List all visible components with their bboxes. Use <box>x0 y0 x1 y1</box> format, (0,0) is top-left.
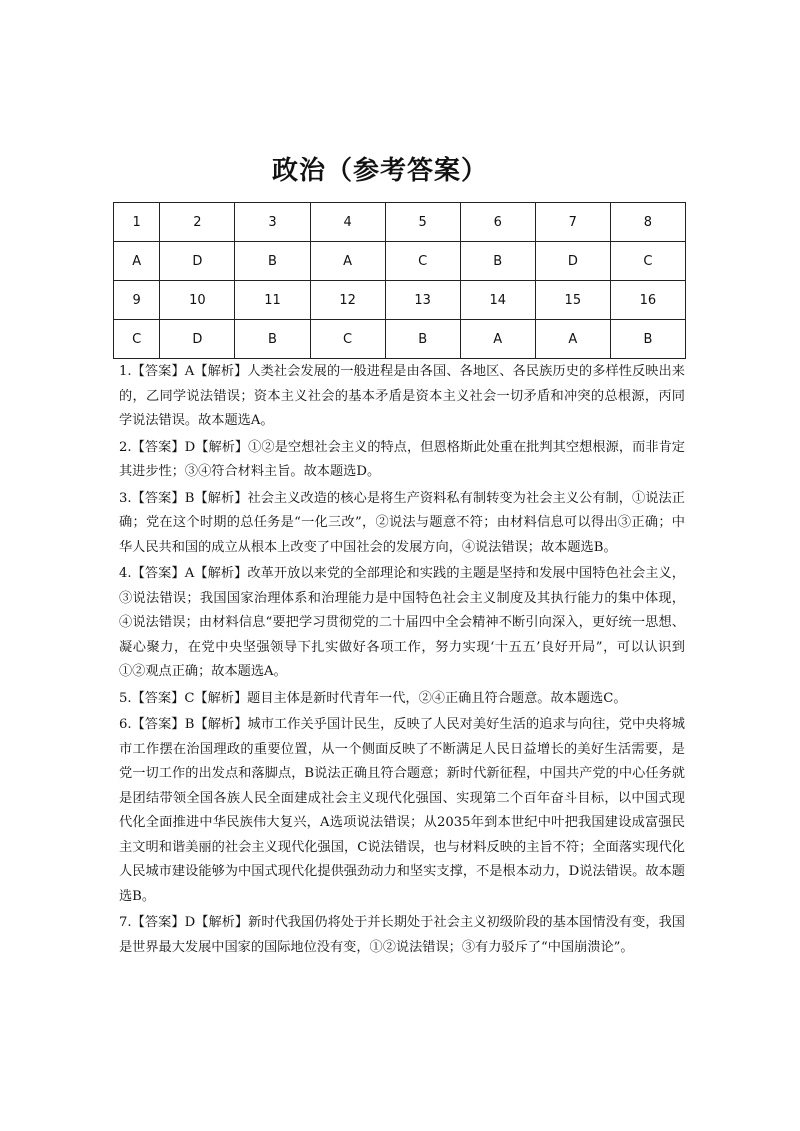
table-cell: B <box>610 320 685 359</box>
table-cell: A <box>535 320 610 359</box>
table-cell: D <box>160 320 235 359</box>
explanation-paragraph: 1.【答案】A【解析】人类社会发展的一般进程是由各国、各地区、各民族历史的多样性反映出来的，乙同学说法错误；资本主义社会的基本矛盾是资本主义社会一切矛盾和冲突的总根源，丙同学说法错误。故本题选A。 <box>119 364 685 428</box>
table-cell: 16 <box>610 281 685 320</box>
answer-table <box>113 202 686 359</box>
table-cell: 15 <box>535 281 610 320</box>
explanation-paragraph: 6.【答案】B【解析】城市工作关乎国计民生，反映了人民对美好生活的追求与向往，党中央将城市工作摆在治国理政的重要位置，从一个侧面反映了不断满足人民日益增长的美好生活需要，是党一切工作的出发点和落脚点，B说法正确且符合题意；新时代新征程，中国共产党的中心任务就是团结带领全国各族人民全面建成社会主义现代化强国、实现第二个百年奋斗目标，以中国式现代化全面推进中华民族伟大复兴，A选项说法错误；从2035年到本世纪中叶把我国建设成富强民主文明和谐美丽的社会主义现代化强国，C说法错误，也与材料反映的主旨不符；全面落实现代化人民城市建设能够为中国式现代化提供强劲动力和坚实支撑，不是根本动力，D说法错误。故本题选B。 <box>119 717 685 904</box>
explanation-paragraph: 4.【答案】A【解析】改革开放以来党的全部理论和实践的主题是坚持和发展中国特色社会主义，③说法错误；我国国家治理体系和治理能力是中国特色社会主义制度及其执行能力的集中体现，④说法错误；由材料信息“要把学习贯彻党的二十届四中全会精神不断引向深入，更好统一思想、凝心聚力，在党中央坚强领导下扎实做好各项工作，努力实现‘十五五’良好开局”，可以认识到①②观点正确；故本题选A。 <box>119 566 685 679</box>
table-cell: 12 <box>310 281 385 320</box>
table-cell: D <box>535 242 610 281</box>
table-cell: A <box>310 242 385 281</box>
explanations <box>119 360 685 962</box>
explanation-paragraph: 2.【答案】D【解析】①②是空想社会主义的特点，但恩格斯此处重在批判其空想根源，而非肯定其进步性；③④符合材料主旨。故本题选D。 <box>119 439 685 479</box>
table-cell: 6 <box>460 203 535 242</box>
table-cell: B <box>460 242 535 281</box>
table-cell: B <box>385 320 460 359</box>
explanation-paragraph: 5.【答案】C【解析】题目主体是新时代青年一代，②④正确且符合题意。故本题选C。 <box>119 690 627 706</box>
table-cell: 1 <box>114 203 160 242</box>
table-cell: 7 <box>535 203 610 242</box>
table-row <box>114 242 686 281</box>
table-row <box>114 320 686 359</box>
table-cell: 4 <box>310 203 385 242</box>
table-cell: C <box>310 320 385 359</box>
page-title: 政治（参考答案） <box>271 156 488 186</box>
table-cell: 8 <box>610 203 685 242</box>
table-cell: D <box>160 242 235 281</box>
table-cell: C <box>610 242 685 281</box>
explanation-paragraph: 7.【答案】D【解析】新时代我国仍将处于并长期处于社会主义初级阶段的基本国情没有变，我国是世界最大发展中国家的国际地位没有变，①②说法错误；③有力驳斥了“中国崩溃论”。 <box>119 915 685 955</box>
table-cell: 14 <box>460 281 535 320</box>
table-cell: B <box>235 242 310 281</box>
table-cell: 13 <box>385 281 460 320</box>
table-cell: A <box>460 320 535 359</box>
table-row <box>114 281 686 320</box>
table-cell: 10 <box>160 281 235 320</box>
table-cell: 5 <box>385 203 460 242</box>
table-cell: C <box>114 320 160 359</box>
table-cell: 11 <box>235 281 310 320</box>
table-cell: 3 <box>235 203 310 242</box>
table-cell: B <box>235 320 310 359</box>
table-cell: A <box>114 242 160 281</box>
table-cell: 9 <box>114 281 160 320</box>
explanation-paragraph: 3.【答案】B【解析】社会主义改造的核心是将生产资料私有制转变为社会主义公有制，①说法正确；党在这个时期的总任务是“一化三改”，②说法与题意不符；由材料信息可以得出③正确；中华人民共和国的成立从根本上改变了中国社会的发展方向，④说法错误；故本题选B。 <box>119 490 685 555</box>
table-cell: 2 <box>160 203 235 242</box>
table-cell: C <box>385 242 460 281</box>
table-row <box>114 203 686 242</box>
